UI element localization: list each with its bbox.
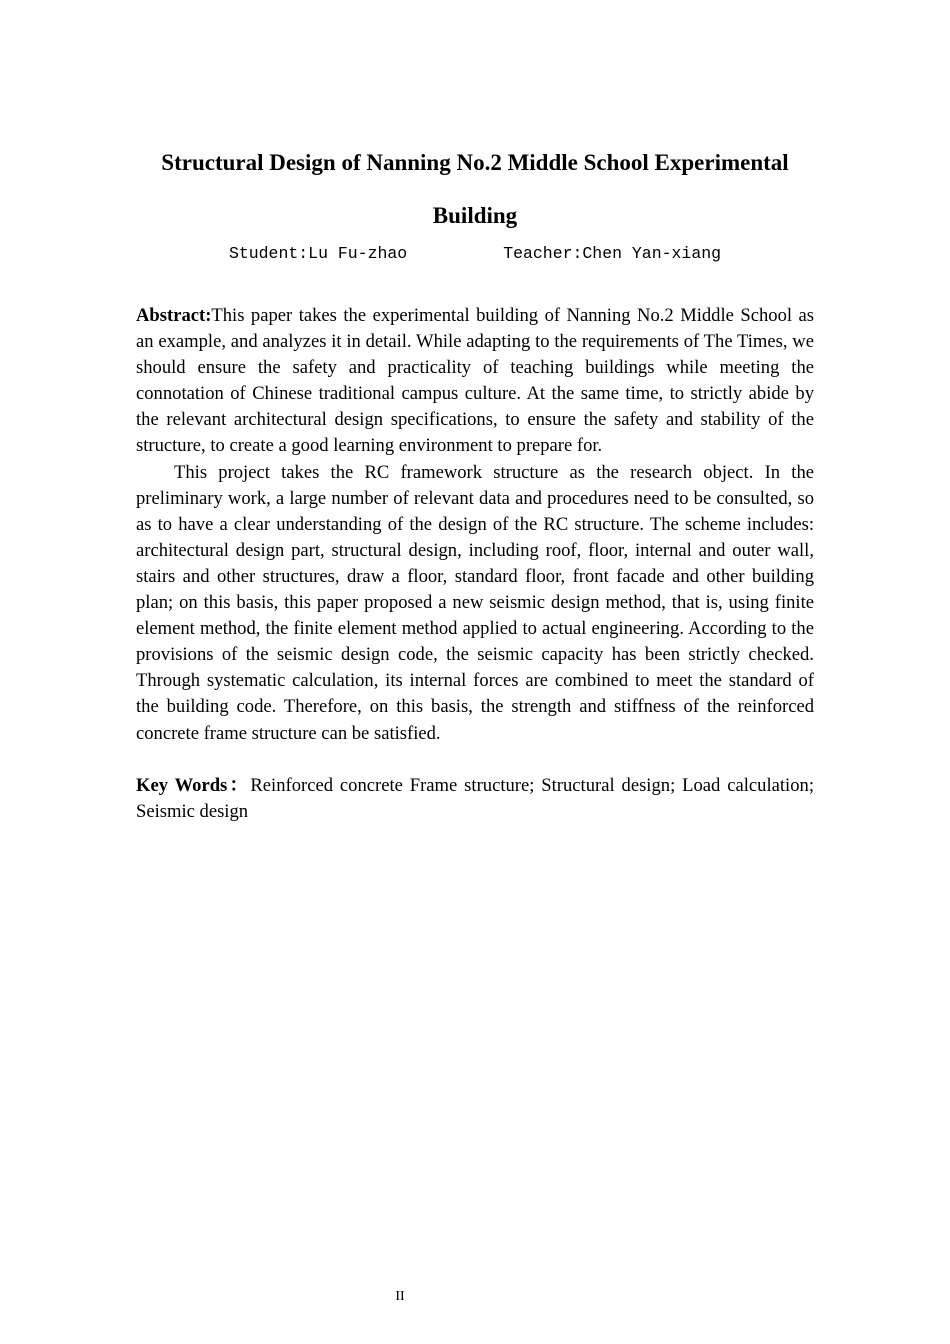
abstract-paragraph-2: This project takes the RC framework structure as the research object. In the preliminary work, a large number of relevant data and procedures need to be consulted, so as to have a clear understanding of the design of the RC structure. The scheme includes: architectural design part, structural design, including roof, floor, internal and outer wall, stairs and other structures, draw a floor, standard floor, front facade and other building plan; on this basis, this paper proposed a new seismic design method, that is, using finite element method, the finite element method applied to actual engineering. According to the provisions of the seismic design code, the seismic capacity has been strictly checked. Through systematic calculation, its internal forces are combined to meet the standard of the building code. Therefore, on this basis, the strength and stiffness of the reinforced concrete frame structure can be satisfied.: [136, 461, 814, 744]
teacher-name: Teacher:Chen Yan-xiang: [503, 244, 722, 263]
page-number: II: [395, 1289, 405, 1304]
abstract-label: Abstract:: [136, 305, 212, 326]
student-name: Student:Lu Fu-zhao: [228, 244, 408, 263]
keywords-text: Reinforced concrete Frame structure; Structural design; Load calculation; Seismic design: [136, 775, 814, 823]
abstract-section: [136, 303, 814, 747]
abstract-text-1: This paper takes the experimental building of Nanning No.2 Middle School as an example, and analyzes it in detail. While adapting to the requirements of The Times, we should ensure the safety and practicality of teaching buildings while meeting the connotation of Chinese traditional campus culture. At the same time, to strictly abide by the relevant architectural design specifications, to ensure the safety and stability of the structure, to create a good learning environment to prepare for.: [136, 305, 814, 457]
keywords-section: [136, 773, 814, 825]
author-line: [0, 243, 950, 265]
abstract-paragraph-1: [136, 303, 814, 460]
keywords-label: Key Words：: [136, 775, 251, 796]
page-title: Structural Design of Nanning No.2 Middle School Experimental Building: [161, 150, 789, 228]
